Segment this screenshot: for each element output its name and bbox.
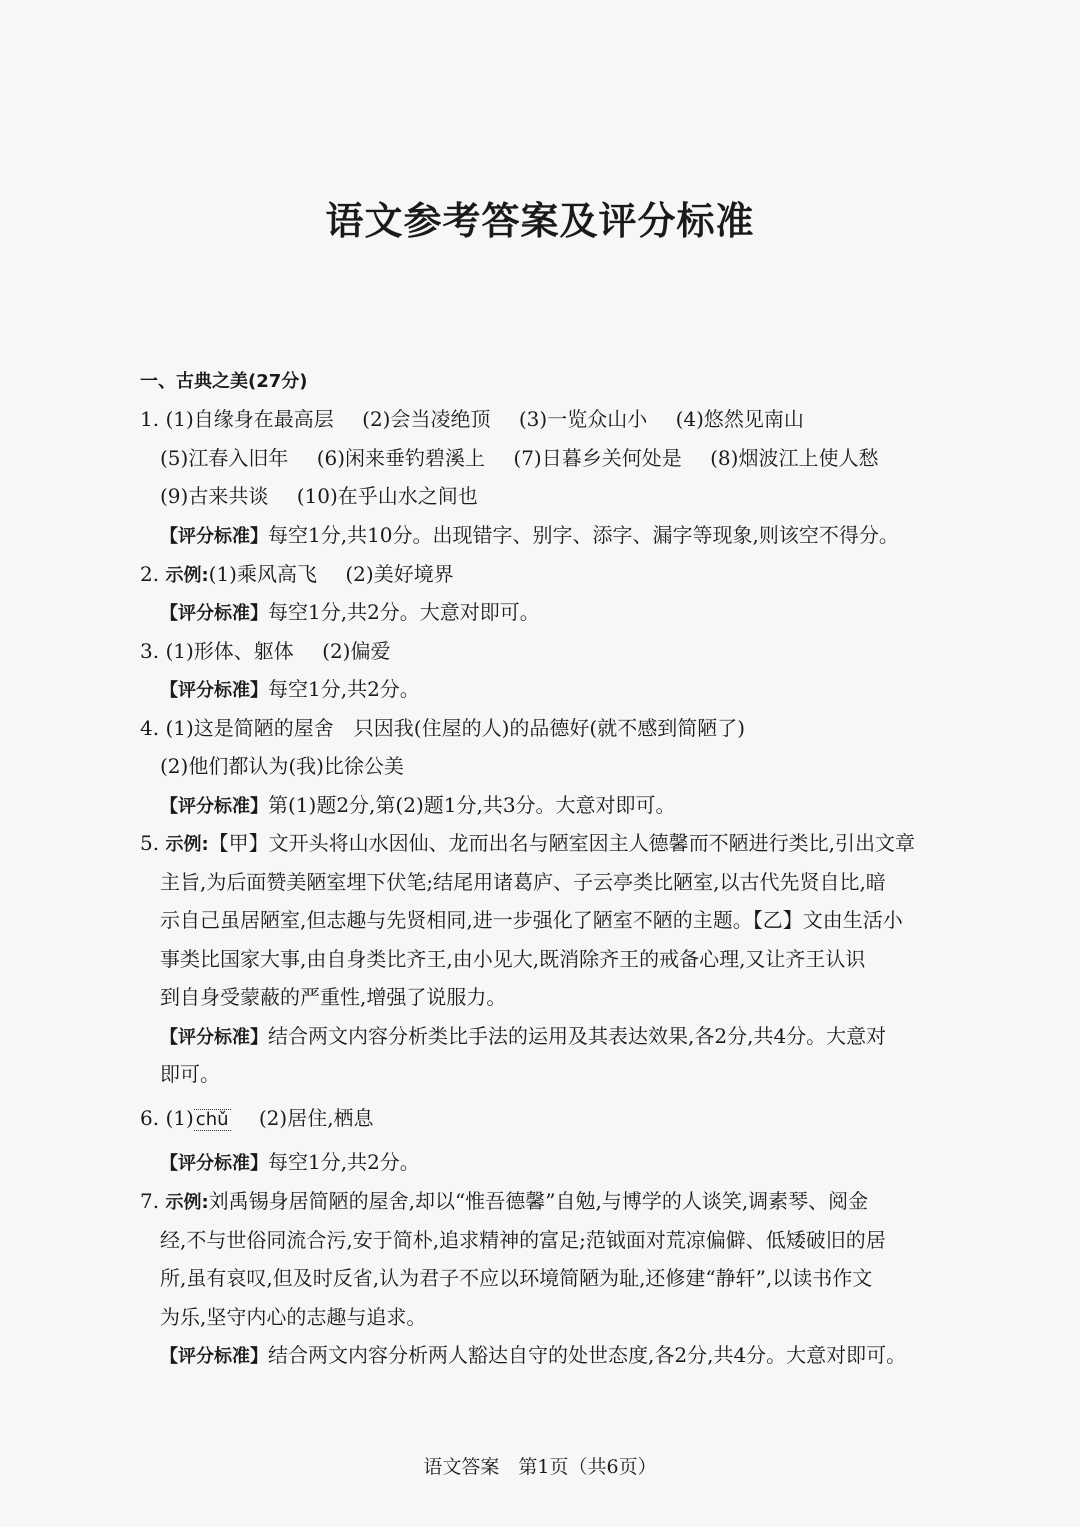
q2-answer-1: (1)乘风高飞	[208, 562, 317, 586]
q5-criteria	[160, 1022, 886, 1052]
q4-line2: (2)他们都认为(我)比徐公美	[160, 754, 404, 778]
criteria-label: 【评分标准】	[160, 1153, 268, 1174]
q7-line1	[140, 1187, 868, 1217]
q1-answer-5: (5)江春入旧年	[160, 446, 289, 470]
q1-criteria	[160, 521, 899, 551]
criteria-label: 【评分标准】	[160, 603, 268, 624]
q3-criteria	[160, 675, 420, 705]
section-heading: 一、古典之美(27分)	[140, 371, 308, 392]
q6-line	[140, 1104, 374, 1132]
q6-number: 6.	[140, 1106, 160, 1130]
q4-line1	[140, 714, 745, 742]
criteria-label: 【评分标准】	[160, 1346, 268, 1367]
q1-answer-6: (6)闲来垂钓碧溪上	[316, 446, 486, 470]
example-label: 示例:	[165, 1192, 209, 1213]
q1-answer-2: (2)会当凌绝顶	[362, 407, 491, 431]
q1-answer-3: (3)一览众山小	[518, 407, 648, 431]
criteria-label: 【评分标准】	[160, 1027, 268, 1048]
q3-number: 3.	[140, 639, 160, 663]
q3-line	[140, 637, 391, 665]
q1-answer-9: (9)古来共谈	[160, 484, 269, 508]
example-label: 示例:	[165, 834, 209, 855]
q6-pinyin: chǔ	[195, 1109, 229, 1130]
q7-text-1: 刘禹锡身居简陋的屋舍,却以“惟吾德馨”自勉,与博学的人谈笑,调素琴、阅金	[208, 1189, 869, 1213]
criteria-text: 第(1)题2分,第(2)题1分,共3分。大意对即可。	[268, 793, 676, 817]
criteria-text: 结合两文内容分析类比手法的运用及其表达效果,各2分,共4分。大意对	[268, 1024, 887, 1048]
q1-line3	[160, 482, 478, 510]
page-footer: 语文答案 第1页（共6页）	[423, 1456, 657, 1478]
q6-criteria	[160, 1148, 420, 1178]
q6-answer-1-prefix: (1)	[165, 1106, 194, 1130]
criteria-text: 结合两文内容分析两人豁达自守的处世态度,各2分,共4分。大意对即可。	[268, 1343, 907, 1367]
q5-text-4: 事类比国家大事,由自身类比齐王,由小见大,既消除齐王的戒备心理,又让齐王认识	[160, 947, 866, 971]
q6-answer-2: (2)居住,栖息	[258, 1106, 374, 1130]
q5-line1	[140, 829, 915, 859]
q4-criteria	[160, 791, 676, 821]
example-label: 示例:	[165, 565, 209, 586]
q5-text-5: 到自身受蒙蔽的严重性,增强了说服力。	[160, 985, 507, 1009]
q2-number: 2.	[140, 562, 160, 586]
page-title: 语文参考答案及评分标准	[325, 199, 755, 243]
criteria-text: 每空1分,共2分。	[268, 677, 420, 701]
q5-criteria-cont: 即可。	[160, 1062, 220, 1086]
q7-text-4: 为乐,坚守内心的志趣与追求。	[160, 1305, 427, 1329]
criteria-text: 每空1分,共2分。	[268, 1150, 420, 1174]
q5-text-2: 主旨,为后面赞美陋室埋下伏笔;结尾用诸葛庐、子云亭类比陋室,以古代先贤自比,暗	[160, 870, 886, 894]
q1-answer-7: (7)日暮乡关何处是	[513, 446, 682, 470]
q1-answer-10: (10)在乎山水之间也	[296, 484, 478, 508]
q7-text-2: 经,不与世俗同流合污,安于简朴,追求精神的富足;范钺面对荒凉偏僻、低矮破旧的居	[160, 1228, 886, 1252]
q3-answer-2: (2)偏爱	[322, 639, 391, 663]
q7-text-3: 所,虽有哀叹,但及时反省,认为君子不应以环境简陋为耻,还修建“静轩”,以读书作文	[160, 1266, 873, 1290]
q1-answer-1: (1)自缘身在最高层	[165, 407, 334, 431]
criteria-text: 每空1分,共2分。大意对即可。	[268, 600, 540, 624]
criteria-label: 【评分标准】	[160, 680, 268, 701]
q4-number: 4.	[140, 716, 160, 740]
criteria-label: 【评分标准】	[160, 796, 268, 817]
q1-line1	[140, 405, 804, 433]
q4-answer-1: (1)这是简陋的屋舍 只因我(住屋的人)的品德好(就不感到简陋了)	[165, 716, 745, 740]
q2-answer-2: (2)美好境界	[345, 562, 454, 586]
q2-line	[140, 560, 454, 590]
criteria-text: 每空1分,共10分。出现错字、别字、添字、漏字等现象,则该空不得分。	[268, 523, 899, 547]
criteria-label: 【评分标准】	[160, 526, 268, 547]
q7-number: 7.	[140, 1189, 160, 1213]
q2-criteria	[160, 598, 540, 628]
q1-number: 1.	[140, 407, 160, 431]
q3-answer-1: (1)形体、躯体	[165, 639, 294, 663]
q1-line2	[160, 444, 878, 472]
q1-answer-8: (8)烟波江上使人愁	[710, 446, 879, 470]
q5-number: 5.	[140, 831, 160, 855]
q5-text-1: 【甲】文开头将山水因仙、龙而出名与陋室因主人德馨而不陋进行类比,引出文章	[208, 831, 916, 855]
q1-answer-4: (4)悠然见南山	[675, 407, 804, 431]
q5-text-3: 示自己虽居陋室,但志趣与先贤相同,进一步强化了陋室不陋的主题。【乙】文由生活小	[160, 908, 903, 932]
q7-criteria	[160, 1341, 906, 1371]
